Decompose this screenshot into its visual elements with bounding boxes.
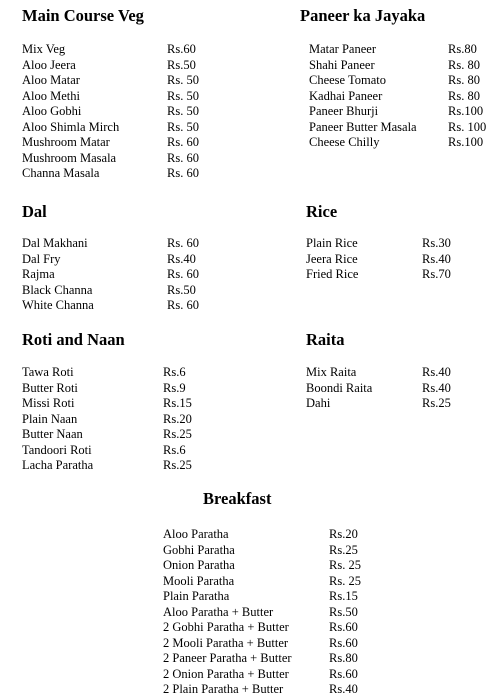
section-heading: Rice bbox=[306, 202, 338, 221]
menu-item-name: Onion Paratha bbox=[163, 558, 235, 572]
menu-item bbox=[22, 73, 227, 89]
menu-item-name: Aloo Methi bbox=[22, 88, 80, 103]
menu-item-price: Rs. 100 bbox=[448, 119, 487, 134]
menu-item-price: Rs.6 bbox=[163, 365, 186, 379]
menu-item-price: Rs.30 bbox=[422, 236, 451, 250]
menu-item-name: Aloo Paratha bbox=[163, 527, 229, 541]
menu-item-name: 2 Onion Paratha + Butter bbox=[163, 666, 289, 681]
menu-item-price: Rs.80 bbox=[329, 651, 358, 665]
menu-item bbox=[306, 381, 482, 397]
section-paneer-ka-jayaka bbox=[300, 6, 504, 151]
menu-item-price: Rs. 80 bbox=[448, 88, 480, 103]
section-rice bbox=[306, 202, 482, 283]
menu-item bbox=[309, 89, 504, 105]
section-heading: Dal bbox=[22, 202, 47, 221]
section-heading: Roti and Naan bbox=[22, 330, 125, 349]
section-dal bbox=[22, 202, 227, 314]
menu-item-name: Dal Makhani bbox=[22, 236, 88, 250]
menu-item-price: Rs. 25 bbox=[329, 558, 361, 572]
section-raita bbox=[306, 330, 482, 412]
menu-item bbox=[22, 89, 227, 105]
menu-item bbox=[306, 236, 482, 252]
menu-item bbox=[309, 42, 504, 58]
menu-item-price: Rs. 60 bbox=[167, 166, 199, 180]
menu-item-price: Rs. 60 bbox=[167, 267, 199, 281]
menu-item-name: Black Channa bbox=[22, 282, 93, 297]
menu-item-price: Rs.70 bbox=[422, 267, 451, 281]
section-main-course-veg bbox=[22, 6, 227, 182]
menu-item-price: Rs.9 bbox=[163, 380, 186, 395]
menu-item-name: Boondi Raita bbox=[306, 380, 373, 395]
section-roti-and-naan bbox=[22, 330, 223, 474]
menu-item-price: Rs. 80 bbox=[448, 57, 480, 72]
menu-item bbox=[306, 252, 482, 268]
menu-item bbox=[309, 58, 504, 74]
menu-item-name: Plain Rice bbox=[306, 236, 358, 250]
menu-item-name: 2 Mooli Paratha + Butter bbox=[163, 635, 289, 650]
menu-item-name: Shahi Paneer bbox=[309, 57, 375, 72]
menu-item-price: Rs. 50 bbox=[167, 119, 199, 134]
menu-item bbox=[22, 396, 223, 412]
menu-item-name: Missi Roti bbox=[22, 396, 75, 410]
section-heading: Paneer ka Jayaka bbox=[300, 6, 426, 25]
menu-item bbox=[22, 166, 227, 182]
menu-item-price: Rs.15 bbox=[329, 589, 358, 603]
item-list bbox=[163, 527, 389, 698]
menu-item-price: Rs.25 bbox=[163, 458, 192, 472]
menu-item-price: Rs.60 bbox=[167, 42, 196, 56]
menu-item-name: Mix Raita bbox=[306, 365, 357, 379]
menu-item bbox=[163, 527, 389, 543]
menu-item bbox=[22, 104, 227, 120]
item-list bbox=[22, 365, 223, 474]
section-heading: Breakfast bbox=[203, 489, 272, 508]
menu-item bbox=[22, 151, 227, 167]
menu-item-name: Dal Fry bbox=[22, 251, 61, 266]
menu-item-name: Tawa Roti bbox=[22, 365, 74, 379]
menu-item-price: Rs. 50 bbox=[167, 104, 199, 118]
menu-item-name: Fried Rice bbox=[306, 267, 359, 281]
menu-item-price: Rs.25 bbox=[422, 396, 451, 410]
menu-item-price: Rs.80 bbox=[448, 42, 477, 56]
menu-item bbox=[306, 396, 482, 412]
menu-item-price: Rs.25 bbox=[163, 427, 192, 441]
menu-item bbox=[306, 267, 482, 283]
menu-item-name: Jeera Rice bbox=[306, 251, 358, 266]
menu-item bbox=[22, 120, 227, 136]
menu-item-name: Aloo Gobhi bbox=[22, 104, 82, 118]
menu-item-price: Rs.20 bbox=[163, 411, 192, 426]
menu-item-price: Rs.60 bbox=[329, 635, 358, 650]
menu-item-name: Lacha Paratha bbox=[22, 458, 94, 472]
section-breakfast bbox=[163, 489, 389, 698]
menu-item-price: Rs. 60 bbox=[167, 236, 199, 250]
menu-item bbox=[306, 365, 482, 381]
menu-item-price: Rs. 50 bbox=[167, 88, 199, 103]
menu-item-price: Rs. 60 bbox=[167, 135, 199, 149]
menu-item-price: Rs.100 bbox=[448, 104, 484, 118]
menu-item-name: Paneer Bhurji bbox=[309, 104, 379, 118]
menu-item bbox=[309, 120, 504, 136]
section-heading: Main Course Veg bbox=[22, 6, 144, 25]
menu-item bbox=[22, 283, 227, 299]
menu-item bbox=[163, 589, 389, 605]
menu-item-name: Aloo Jeera bbox=[22, 57, 76, 72]
menu-item-name: Rajma bbox=[22, 267, 55, 281]
menu-item bbox=[22, 443, 223, 459]
menu-item bbox=[309, 135, 504, 151]
menu-item-name: Mooli Paratha bbox=[163, 573, 235, 588]
menu-item bbox=[22, 236, 227, 252]
menu-item bbox=[22, 252, 227, 268]
menu-item-price: Rs.6 bbox=[163, 442, 186, 457]
menu-item-name: Plain Naan bbox=[22, 411, 78, 426]
item-list bbox=[22, 236, 227, 314]
menu-item-price: Rs.40 bbox=[422, 251, 451, 266]
menu-item-price: Rs.15 bbox=[163, 396, 192, 410]
menu-item-name: White Channa bbox=[22, 298, 94, 312]
menu-item bbox=[163, 667, 389, 683]
menu-item bbox=[163, 605, 389, 621]
menu-item-name: Butter Naan bbox=[22, 427, 83, 441]
menu-item-name: Aloo Matar bbox=[22, 73, 80, 87]
menu-item bbox=[22, 381, 223, 397]
menu-item-name: Paneer Butter Masala bbox=[309, 119, 417, 134]
menu-item bbox=[163, 574, 389, 590]
menu-item-name: Channa Masala bbox=[22, 166, 100, 180]
menu-item bbox=[309, 73, 504, 89]
menu-item-price: Rs. 50 bbox=[167, 73, 199, 87]
menu-item-name: Mushroom Masala bbox=[22, 150, 117, 165]
item-list bbox=[22, 42, 227, 182]
menu-item-name: Matar Paneer bbox=[309, 42, 376, 56]
item-list bbox=[306, 236, 482, 283]
menu-item-price: Rs. 60 bbox=[167, 298, 199, 312]
menu-item bbox=[22, 365, 223, 381]
menu-item-name: Cheese Chilly bbox=[309, 135, 380, 149]
menu-item-name: Tandoori Roti bbox=[22, 442, 92, 457]
menu-item-price: Rs.50 bbox=[329, 604, 358, 619]
menu-item-name: Kadhai Paneer bbox=[309, 88, 383, 103]
menu-item bbox=[22, 298, 227, 314]
menu-item bbox=[163, 636, 389, 652]
menu-item-price: Rs.40 bbox=[167, 251, 196, 266]
menu-item-price: Rs. 25 bbox=[329, 573, 361, 588]
menu-item-name: Gobhi Paratha bbox=[163, 542, 235, 557]
menu-item bbox=[22, 267, 227, 283]
menu-item bbox=[163, 620, 389, 636]
menu-item-name: Mix Veg bbox=[22, 42, 66, 56]
menu-item-price: Rs. 60 bbox=[167, 150, 199, 165]
menu-item-name: Aloo Shimla Mirch bbox=[22, 119, 120, 134]
item-list bbox=[309, 42, 504, 151]
menu-item-price: Rs.60 bbox=[329, 666, 358, 681]
menu-item bbox=[163, 682, 389, 698]
menu-item-name: Cheese Tomato bbox=[309, 73, 387, 87]
menu-item bbox=[163, 558, 389, 574]
menu-item-name: Aloo Paratha + Butter bbox=[163, 604, 274, 619]
menu-item-price: Rs.20 bbox=[329, 527, 358, 541]
menu-item-price: Rs.100 bbox=[448, 135, 484, 149]
menu-item-price: Rs.60 bbox=[329, 620, 358, 634]
menu-item bbox=[22, 135, 227, 151]
menu-item-name: Mushroom Matar bbox=[22, 135, 110, 149]
menu-item-name: Butter Roti bbox=[22, 380, 78, 395]
menu-item-price: Rs.40 bbox=[329, 682, 358, 696]
menu-item bbox=[309, 104, 504, 120]
menu-item bbox=[22, 42, 227, 58]
menu-item-name: Dahi bbox=[306, 396, 331, 410]
menu-item-price: Rs.40 bbox=[422, 365, 451, 379]
menu-item bbox=[22, 458, 223, 474]
menu-item-price: Rs.50 bbox=[167, 57, 196, 72]
menu-item bbox=[22, 412, 223, 428]
menu-item-price: Rs.50 bbox=[167, 282, 196, 297]
item-list bbox=[306, 365, 482, 412]
menu-item-name: Plain Paratha bbox=[163, 589, 230, 603]
menu-item-name: 2 Paneer Paratha + Butter bbox=[163, 651, 292, 665]
menu-item-price: Rs. 80 bbox=[448, 73, 480, 87]
section-heading: Raita bbox=[306, 330, 345, 349]
menu-item-name: 2 Gobhi Paratha + Butter bbox=[163, 620, 289, 634]
menu-item-name: 2 Plain Paratha + Butter bbox=[163, 682, 284, 696]
menu-item bbox=[163, 651, 389, 667]
menu-item-price: Rs.40 bbox=[422, 380, 451, 395]
menu-item bbox=[22, 427, 223, 443]
menu-item-price: Rs.25 bbox=[329, 542, 358, 557]
menu-item bbox=[22, 58, 227, 74]
menu-item bbox=[163, 543, 389, 559]
